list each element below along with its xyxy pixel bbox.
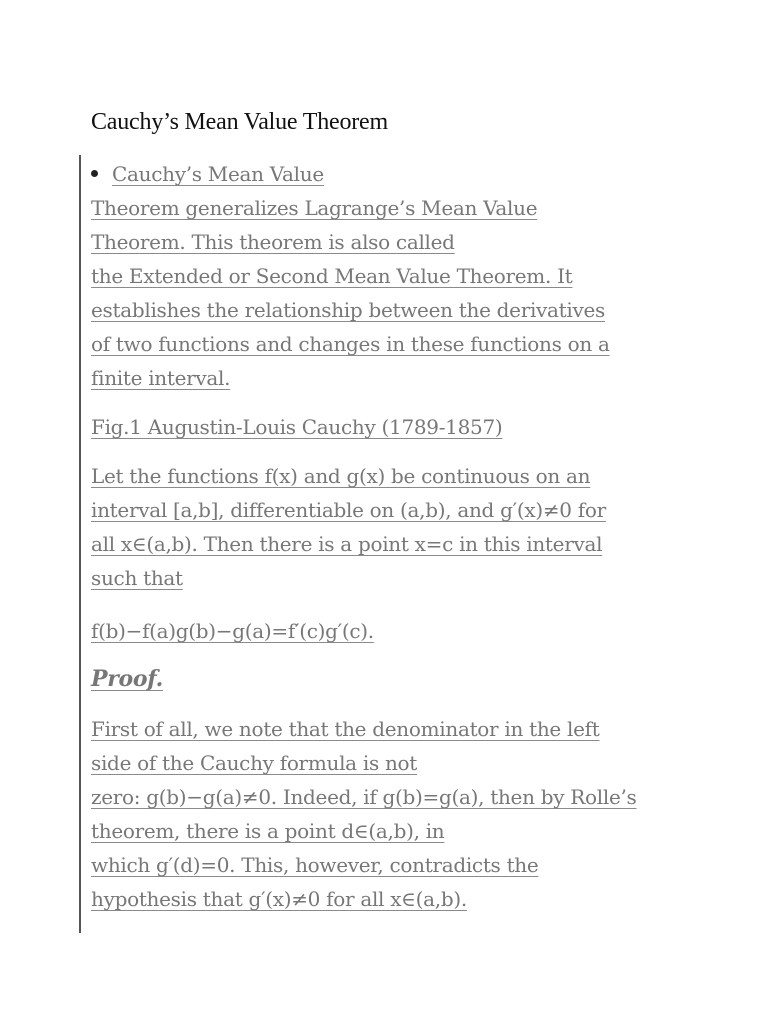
proof-body	[91, 712, 691, 916]
bullet-icon-wrap	[91, 157, 112, 191]
proof-line: zero: g(b)−g(a)≠0. Indeed, if g(b)=g(a), then by Rolle’s	[91, 785, 637, 809]
statement-line: interval [a,b], differentiable on (a,b), and g′(x)≠0 for	[91, 498, 606, 522]
intro-text-line: Theorem. This theorem is also called	[91, 230, 455, 254]
page-title: Cauchy’s Mean Value Theorem	[91, 109, 388, 135]
intro-text-line: the Extended or Second Mean Value Theorem. It	[91, 264, 573, 288]
bullet-icon	[91, 170, 98, 177]
quote-bar	[79, 155, 81, 933]
statement-line: all x∈(a,b). Then there is a point x=c in this interval	[91, 532, 603, 556]
proof-line: which g′(d)=0. This, however, contradicts the	[91, 853, 539, 877]
theorem-statement	[91, 459, 691, 595]
intro-text-line: of two functions and changes in these functions on a	[91, 332, 610, 356]
figure-caption	[91, 410, 691, 444]
intro-text-line: establishes the relationship between the derivatives	[91, 298, 606, 322]
proof-line: theorem, there is a point d∈(a,b), in	[91, 819, 445, 843]
proof-heading	[91, 662, 691, 696]
proof-line: side of the Cauchy formula is not	[91, 751, 418, 775]
proof-line: First of all, we note that the denominator in the left	[91, 717, 600, 741]
intro-paragraph	[91, 157, 691, 395]
intro-text-line: Theorem generalizes Lagrange’s Mean Value	[91, 196, 538, 220]
proof-heading-text: Proof.	[91, 666, 164, 692]
formula-text: f(b)−f(a)g(b)−g(a)=f′(c)g′(c).	[91, 619, 374, 643]
formula	[91, 614, 691, 648]
intro-text-line: Cauchy’s Mean Value	[112, 162, 324, 186]
intro-text-line: finite interval.	[91, 366, 231, 390]
proof-line: hypothesis that g′(x)≠0 for all x∈(a,b).	[91, 887, 467, 911]
intro-line-1	[91, 157, 691, 191]
figure-caption-text: Fig.1 Augustin-Louis Cauchy (1789-1857)	[91, 415, 503, 439]
statement-line: Let the functions f(x) and g(x) be continuous on an	[91, 464, 591, 488]
statement-line: such that	[91, 566, 183, 590]
